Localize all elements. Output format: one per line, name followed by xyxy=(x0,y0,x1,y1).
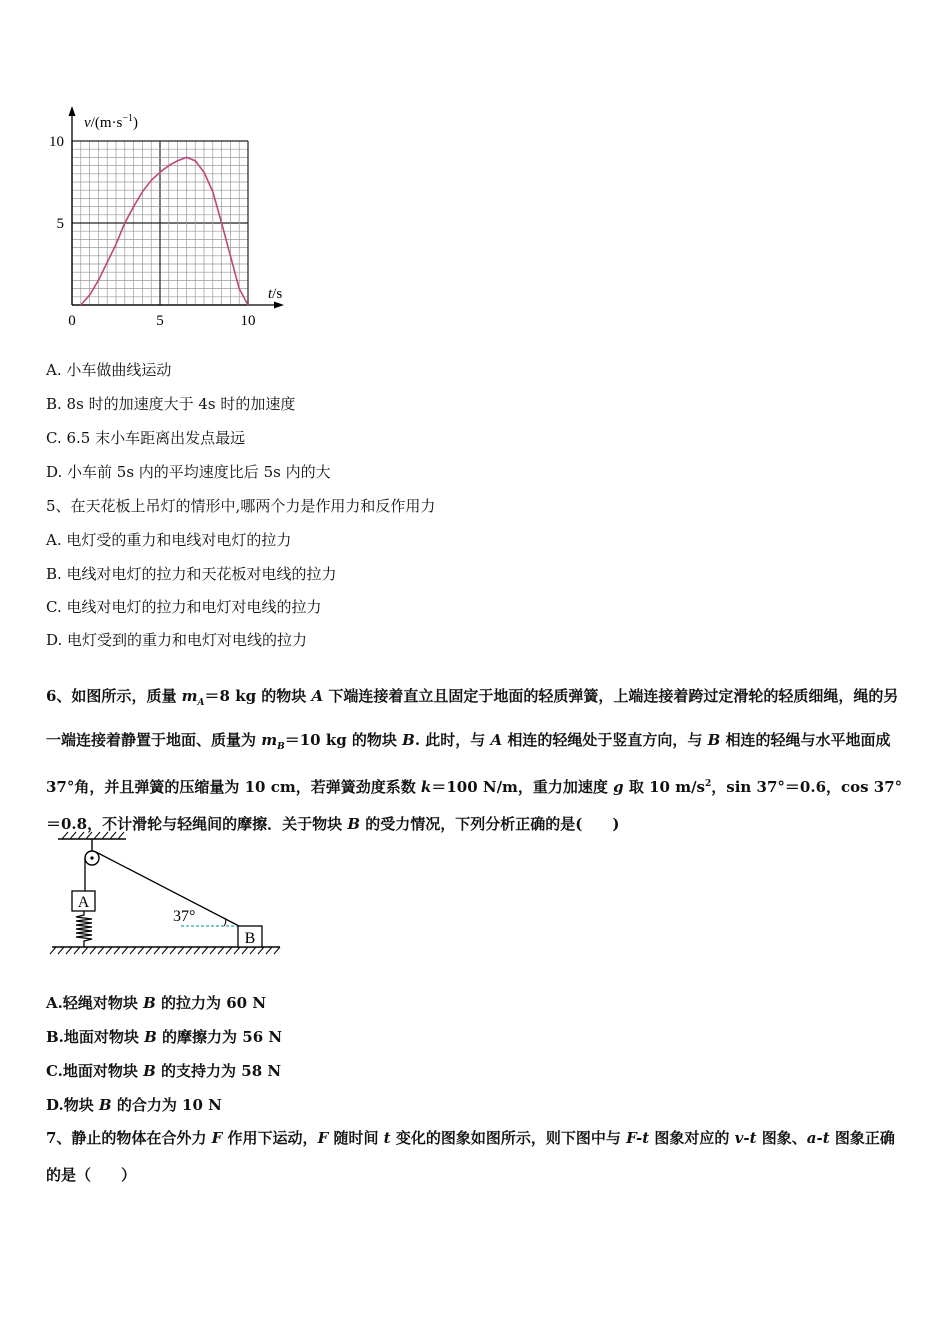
q6-stem: 6、如图所示，质量 $m_A=8$ kg 的物块 A 下端连接着直立且固定于地面的轻质弹簧，上端连接着跨过定滑轮的轻质细绳，绳的另一端连接着静置于地面、质量为 $m_B=10$ kg 的物块 B. 此时，与 A 相连的轻绳处于竖直方向，与 B 相连的轻绳与水平地面成 37°角，并且弹簧的压缩量为 10 cm，若弹簧劲度系数 k＝100 N/m，重力加速度 g 取 10 $m/s^2$，sin 37°＝0.6，cos 37°＝0.8，不计滑轮与轻绳间的摩擦．关于物块 B 的受力情况，下列分析正确的是( ) xyxy=(46,687,903,833)
q5-option-a: A. 电灯受的重力和电线对电灯的拉力 xyxy=(46,531,292,549)
x-tick-label: 5 xyxy=(156,313,164,329)
q5-option-b: B. 电线对电灯的拉力和天花板对电线的拉力 xyxy=(46,565,337,583)
q4-option-d: D. 小车前 5s 内的平均速度比后 5s 内的大 xyxy=(46,463,331,481)
y-tick-label: 10 xyxy=(49,134,64,150)
x-tick-label: 0 xyxy=(68,313,76,329)
y-tick-label: 5 xyxy=(56,216,64,232)
q5-stem: 5、在天花板上吊灯的情形中,哪两个力是作用力和反作用力 xyxy=(46,497,436,515)
y-axis-arrow xyxy=(69,106,76,116)
q6-option-a: A.轻绳对物块 B 的拉力为 60 N xyxy=(46,994,267,1012)
q5-option-d: D. 电灯受到的重力和电灯对电线的拉力 xyxy=(46,631,308,649)
q4-option-c: C. 6.5 末小车距离出发点最远 xyxy=(46,429,246,447)
q4-option-b: B. 8s 时的加速度大于 4s 时的加速度 xyxy=(46,395,296,413)
q7-stem: 7、静止的物体在合外力 F 作用下运动，F 随时间 t 变化的图象如图所示，则下图中与 F-t 图象对应的 v-t 图象、a-t 图象正确的是（ ） xyxy=(46,1129,895,1184)
q6-option-c: C.地面对物块 B 的支持力为 58 N xyxy=(46,1062,282,1080)
x-axis-label: t/s xyxy=(268,286,283,302)
q4-option-a: A. 小车做曲线运动 xyxy=(46,361,172,379)
q5-option-c: C. 电线对电灯的拉力和电灯对电线的拉力 xyxy=(46,598,322,616)
angle-label: 37° xyxy=(173,908,196,925)
y-axis-label: $v/(m\cdot s^{-1})$ xyxy=(84,113,138,131)
x-axis-arrow xyxy=(274,302,284,309)
block-b-label: B xyxy=(244,930,256,947)
x-tick-label: 10 xyxy=(240,313,256,329)
q6-figure xyxy=(46,830,286,960)
spring xyxy=(76,911,92,947)
q6-option-b: B.地面对物块 B 的摩擦力为 56 N xyxy=(46,1028,283,1046)
q6-option-d: D.物块 B 的合力为 10 N xyxy=(46,1096,222,1114)
block-a-label: A xyxy=(77,894,90,911)
vt-chart xyxy=(40,100,300,340)
rope-slanted xyxy=(96,852,239,926)
